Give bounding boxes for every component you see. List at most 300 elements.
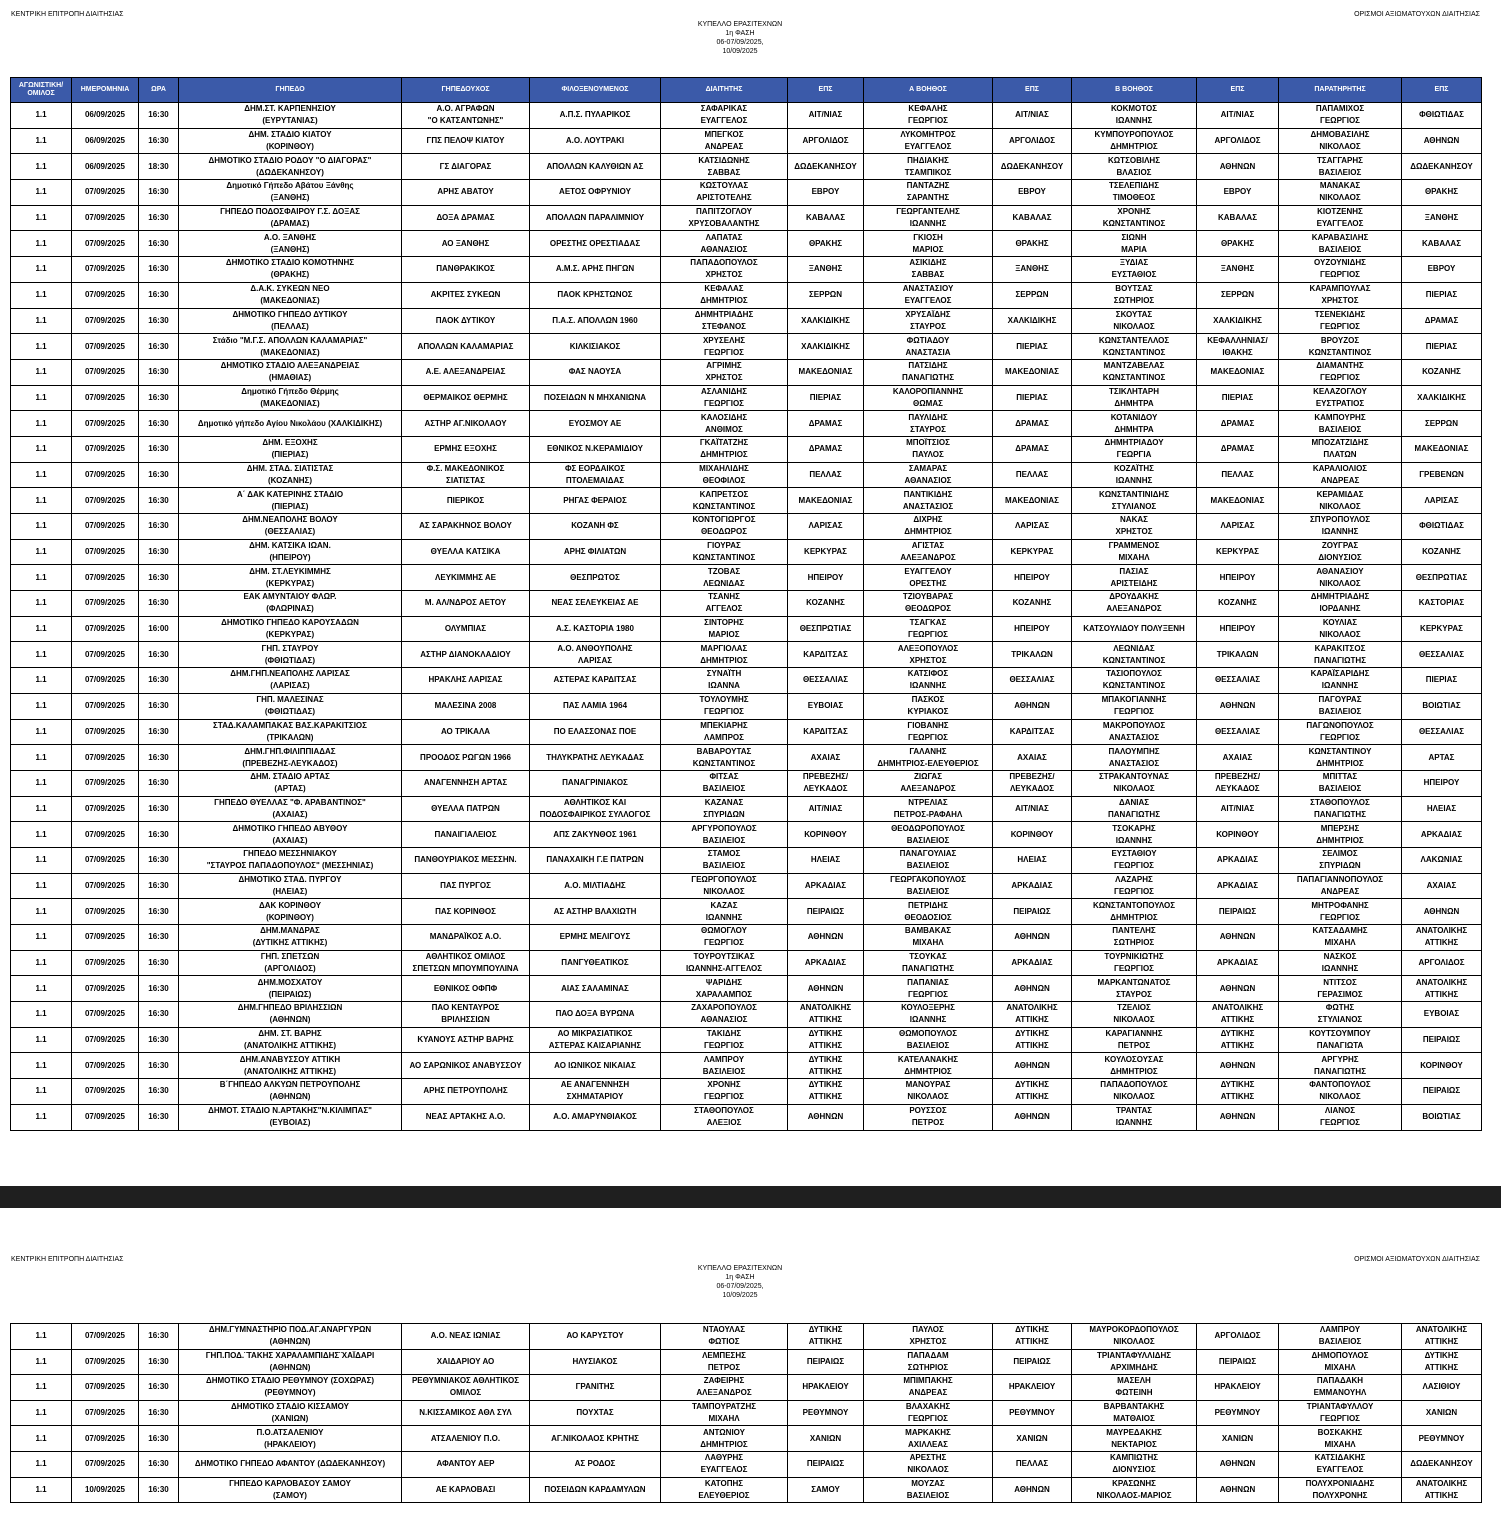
cell-line: ΛΕΩΝΙΔΑΣ <box>1113 643 1155 653</box>
cell-away-team <box>530 1053 661 1079</box>
cell-referee-union <box>788 770 864 796</box>
cell-line: ΛΑΚΩΝΙΑΣ <box>1420 855 1463 865</box>
cell-line: ΕΥΑΓΓΕΛΟΣ <box>1316 1465 1364 1475</box>
table-row <box>11 103 1482 129</box>
cell-away-team <box>530 1400 661 1426</box>
cell-line: 16:30 <box>148 444 169 454</box>
cell-line: ΑΡΧΙΜΗΔΗΣ <box>1110 1362 1158 1372</box>
cell-line: ΠΑΠΑΜΙΧΟΣ <box>1315 104 1365 114</box>
cell-assistant-2 <box>1072 950 1197 976</box>
cell-round <box>11 822 72 848</box>
cell-line: ΜΑΥΡΕΔΑΚΗΣ <box>1106 1427 1162 1437</box>
cell-line: ΠΑΥΛΙΔΗΣ <box>908 412 948 422</box>
cell-referee <box>661 1104 788 1130</box>
cell-line: ΑΡΚΑΔΙΑΣ <box>1011 880 1053 890</box>
cell-line: ΗΠΕΙΡΟΥ <box>1219 572 1256 582</box>
cell-home-team <box>402 719 530 745</box>
cell-line: ΤΟΥΛΟΥΜΗΣ <box>699 695 749 705</box>
cell-line: 16:30 <box>148 392 169 402</box>
cell-line: ΧΡΥΣΕΛΗΣ <box>702 335 746 345</box>
table-row <box>11 257 1482 283</box>
cell-line: ΑΙΤ/ΝΙΑΣ <box>808 803 843 813</box>
cell-line: ΝΤΑΟΥΛΑΣ <box>702 1325 746 1335</box>
cell-referee <box>661 1400 788 1426</box>
cell-assistant-2 <box>1072 925 1197 951</box>
cell-line: (ΞΑΝΘΗΣ) <box>270 193 310 203</box>
cell-date <box>72 103 139 129</box>
cell-line: ΓΕΩΡΓΙΑ <box>1116 450 1152 460</box>
cell-line: ΣΙΑΤΙΣΤΑΣ <box>446 475 485 485</box>
cell-assistant-2-union <box>1197 514 1279 540</box>
cell-line: ΑΝΘΙΜΟΣ <box>705 424 743 434</box>
cell-away-team <box>530 899 661 925</box>
cell-line: ΠΑΠΙΤΖΟΓΛΟΥ <box>696 207 752 217</box>
cell-line: ΡΕΘΥΜΝΙΑΚΟΣ ΑΘΛΗΤΙΚΟΣ <box>411 1376 520 1386</box>
cell-line: ΔΗΜ. ΚΑΤΣΙΚΑ ΙΩΑΝ. <box>249 541 331 551</box>
cell-line: ΛΑΡΙΣΑΣ <box>577 655 613 665</box>
cell-assistant-1-union <box>993 231 1072 257</box>
cell-line: 16:30 <box>148 1112 169 1122</box>
cell-line: ΚΩΝΣΤΑΝΤΙΝΟΥ <box>1308 746 1372 756</box>
cell-line: ΔΗΜΗΤΡΙΟΣ <box>1110 1066 1158 1076</box>
cell-line: ΑΘΗΝΩΝ <box>1219 161 1256 171</box>
cell-line: ΔΗΜΟΤΙΚΟ ΓΗΠΕΔΟ ΔΥΤΙΚΟΥ <box>232 309 348 319</box>
column-header-line: ΠΑΡΑΤΗΡΗΤΗΣ <box>1314 86 1366 93</box>
cell-time <box>139 1426 179 1452</box>
table-row <box>11 822 1482 848</box>
cell-assistant-2 <box>1072 1400 1197 1426</box>
cell-away-team <box>530 1324 661 1350</box>
cell-line: ΜΑΡΙΟΣ <box>912 244 944 254</box>
cell-home-team <box>402 1002 530 1028</box>
cell-line: ΒΛΑΧΑΚΗΣ <box>905 1402 951 1412</box>
cell-line: ΛΑΠΑΤΑΣ <box>705 232 743 242</box>
cell-away-team <box>530 770 661 796</box>
cell-observer <box>1279 1104 1402 1130</box>
cell-line: Α.Ο. ΛΟΥΤΡΑΚΙ <box>565 136 625 146</box>
table-row <box>11 976 1482 1002</box>
column-header-time <box>139 78 179 103</box>
cell-home-team <box>402 899 530 925</box>
cell-line: ΘΕΣΣΑΛΙΑΣ <box>1418 649 1465 659</box>
cell-line: 1.1 <box>35 649 47 659</box>
cell-round <box>11 847 72 873</box>
cell-venue <box>179 205 402 231</box>
cell-away-team <box>530 642 661 668</box>
cell-assistant-1 <box>864 1400 993 1426</box>
cell-assistant-1-union <box>993 1426 1072 1452</box>
cell-date <box>72 1053 139 1079</box>
cell-line: ΑΟ ΙΩΝΙΚΟΣ ΝΙΚΑΙΑΣ <box>554 1060 636 1070</box>
cell-line: 07/09/2025 <box>84 547 126 557</box>
cell-line: ΔΗΜΗΤΡΙΑΔΟΥ <box>1104 438 1164 448</box>
cell-away-team <box>530 668 661 694</box>
cell-line: ΘΥΕΛΛΑ ΚΑΤΣΙΚΑ <box>430 547 501 557</box>
cell-line: 1.1 <box>35 1060 47 1070</box>
cell-line: ΜΑΝΤΖΑΒΕΛΑΣ <box>1103 361 1165 371</box>
cell-date <box>72 745 139 771</box>
cell-line: ΠΟΣΕΙΔΩΝ ΚΑΡΔΑΜΥΛΩΝ <box>544 1484 646 1494</box>
cell-assistant-1 <box>864 847 993 873</box>
cell-time <box>139 1477 179 1503</box>
cell-assistant-2-union <box>1197 1451 1279 1477</box>
cell-line: ΤΣΕΛΕΠΙΔΗΣ <box>1108 181 1160 191</box>
cell-line: (ΑΘΗΝΩΝ) <box>269 1362 311 1372</box>
cell-line: ΠΑΠΑΔΟΠΟΥΛΟΣ <box>1100 1080 1168 1090</box>
cell-assistant-2-union <box>1197 847 1279 873</box>
cell-referee <box>661 668 788 694</box>
cell-observer <box>1279 950 1402 976</box>
cell-line: 16:30 <box>148 1060 169 1070</box>
cell-line: ΓΕΩΡΓΙΟΣ <box>1114 886 1154 896</box>
cell-line: ΠΕΤΡΟΣ <box>911 1118 945 1128</box>
cell-line: ΑΣΤΕΡΑΣ ΚΑΡΔΙΤΣΑΣ <box>553 675 637 685</box>
cell-line: ΝΙΚΟΛΑΟΣ <box>907 1465 949 1475</box>
cell-time <box>139 1053 179 1079</box>
cell-away-team <box>530 539 661 565</box>
cell-line: ΠΑΣ ΠΥΡΓΟΣ <box>440 880 491 890</box>
cell-line: ΘΡΑΚΗΣ <box>1220 238 1255 248</box>
cell-round <box>11 873 72 899</box>
cell-line: 16:30 <box>148 315 169 325</box>
cell-time <box>139 1002 179 1028</box>
cell-line: ΔΡΑΜΑΣ <box>1220 418 1255 428</box>
cell-assistant-2-union <box>1197 334 1279 360</box>
cell-assistant-2-union <box>1197 745 1279 771</box>
cell-line: 16:30 <box>148 649 169 659</box>
cell-round <box>11 770 72 796</box>
cell-line: ΑΘΛΗΤΙΚΟΣ ΟΜΙΛΟΣ <box>425 952 506 962</box>
cell-assistant-1 <box>864 591 993 617</box>
cell-venue <box>179 668 402 694</box>
cell-home-team <box>402 180 530 206</box>
cell-referee-union <box>788 1104 864 1130</box>
cell-observer-union <box>1402 436 1482 462</box>
cell-observer-union <box>1402 103 1482 129</box>
cell-venue <box>179 154 402 180</box>
cell-line: ΓΕΩΡΓΙΟΣ <box>704 1041 744 1051</box>
cell-line: 07/09/2025 <box>84 495 126 505</box>
cell-away-team <box>530 488 661 514</box>
cell-date <box>72 462 139 488</box>
cell-line: Α.Ο. ΑΝΘΟΥΠΟΛΗΣ <box>557 643 633 653</box>
cell-line: ΣΙΝΤΟΡΗΣ <box>704 618 744 628</box>
cell-line: (ΑΧΑΙΑΣ) <box>272 835 308 845</box>
cell-line: ΑΘΑΝΑΣΙΟΣ <box>700 244 748 254</box>
cell-round <box>11 180 72 206</box>
cell-assistant-2 <box>1072 770 1197 796</box>
column-header-away-team <box>530 78 661 103</box>
cell-observer-union <box>1402 668 1482 694</box>
table-row <box>11 745 1482 771</box>
cell-line: ΑΘΗΝΩΝ <box>1423 136 1460 146</box>
cell-line: 16:30 <box>148 469 169 479</box>
cell-assistant-1 <box>864 205 993 231</box>
cell-date <box>72 1104 139 1130</box>
cell-line: ΘΩΜΟΠΟΥΛΟΣ <box>898 1029 958 1039</box>
cell-round <box>11 668 72 694</box>
cell-line: ΙΩΑΝΝΗΣ <box>1321 681 1359 691</box>
cell-line: ΔΗΜΗΤΡΙΟΣ <box>700 655 748 665</box>
header-right-text: ΟΡΙΣΜΟΙ ΑΞΙΩΜΑΤΟΥΧΩΝ ΔΙΑΙΤΗΣΙΑΣ <box>1354 11 1480 18</box>
cell-line: (ΚΟΡΙΝΘΟΥ) <box>266 142 314 152</box>
cell-line: 1.1 <box>35 136 47 146</box>
cell-date <box>72 1400 139 1426</box>
cell-time <box>139 950 179 976</box>
cell-line: (ΑΘΗΝΩΝ) <box>269 1015 311 1025</box>
cell-line: ΚΑΜΠΟΥΡΗΣ <box>1314 412 1366 422</box>
cell-assistant-1-union <box>993 873 1072 899</box>
cell-line: ΚΑΒΑΛΑΣ <box>1217 213 1258 223</box>
cell-venue <box>179 334 402 360</box>
cell-line: 1.1 <box>35 983 47 993</box>
column-header-home-team <box>402 78 530 103</box>
cell-line: ΝΙΚΟΛΑΟΣ-ΜΑΡΙΟΣ <box>1096 1490 1172 1500</box>
cell-time <box>139 128 179 154</box>
cell-line: (ΞΑΝΘΗΣ) <box>270 244 310 254</box>
cell-line: ΑΘΗΝΩΝ <box>1014 701 1050 711</box>
cell-line: ΒΑΣΙΛΕΙΟΣ <box>906 1041 950 1051</box>
cell-line: ΔΥΤΙΚΗΣ <box>1015 1325 1049 1335</box>
cell-line: ΟΜΙΛΟΣ <box>449 1388 482 1398</box>
cell-line: ΑΘΗΝΩΝ <box>807 983 844 993</box>
cell-line: ΠΑΝΑΙΓΙΑΛΕΙΟΣ <box>434 829 497 839</box>
cell-referee <box>661 359 788 385</box>
cell-line: ΔΗΜΟΤΙΚΟ ΣΤΑΔΙΟ ΚΙΣΣΑΜΟΥ <box>230 1402 350 1412</box>
cell-line: 07/09/2025 <box>84 418 126 428</box>
cell-line: ΑΙΤ/ΝΙΑΣ <box>1015 110 1049 120</box>
cell-away-team <box>530 231 661 257</box>
cell-date <box>72 565 139 591</box>
cell-away-team <box>530 411 661 437</box>
cell-line: ΙΩΑΝΝΗΣ <box>1321 527 1359 537</box>
cell-line: ΕΥΒΟΙΑΣ <box>1423 1009 1460 1019</box>
cell-home-team <box>402 514 530 540</box>
cell-assistant-2-union <box>1197 359 1279 385</box>
cell-observer <box>1279 103 1402 129</box>
cell-away-team <box>530 1375 661 1401</box>
cell-time <box>139 745 179 771</box>
cell-assistant-1-union <box>993 642 1072 668</box>
cell-line: ΒΡΟΥΖΟΣ <box>1320 335 1360 345</box>
cell-observer-union <box>1402 745 1482 771</box>
cell-assistant-1 <box>864 231 993 257</box>
cell-line: ΑΡΓΟΛΙΔΟΣ <box>1214 136 1261 146</box>
cell-assistant-1 <box>864 1426 993 1452</box>
cell-line: ΙΘΑΚΗΣ <box>1222 347 1253 357</box>
cell-line: ΑΟ ΚΑΡΥΣΤΟΥ <box>566 1331 624 1341</box>
cell-observer <box>1279 745 1402 771</box>
cell-line: 1.1 <box>35 1433 47 1443</box>
cell-line: ΠΟ ΕΛΑΣΣΟΝΑΣ ΠΟΕ <box>553 726 637 736</box>
cell-line: ΠΑΠΑΓΙΑΝΝΟΠΟΥΛΟΣ <box>1296 874 1384 884</box>
cell-venue <box>179 642 402 668</box>
cell-time <box>139 103 179 129</box>
cell-line: ΣΤΥΛΙΑΝΟΣ <box>1317 1015 1363 1025</box>
cell-line: 07/09/2025 <box>84 1086 126 1096</box>
cell-line: ΜΑΡΚΑΚΗΣ <box>905 1427 951 1437</box>
cell-line: 16:30 <box>148 752 169 762</box>
cell-line: 07/09/2025 <box>84 880 126 890</box>
cell-line: ΚΕΦΑΛΛΗΝΙΑΣ/ <box>1207 335 1268 345</box>
cell-line: ΔΗΜΗΤΡΙΑΔΗΣ <box>694 309 754 319</box>
cell-line: ΘΩΜΑΣ <box>913 398 943 408</box>
cell-line: ΣΑΜΑΡΑΣ <box>908 463 948 473</box>
cell-home-team <box>402 385 530 411</box>
cell-line: 16:30 <box>148 341 169 351</box>
cell-line: ΠΑΝΑΓΙΩΤΗΣ <box>1313 655 1367 665</box>
cell-observer <box>1279 1027 1402 1053</box>
cell-round <box>11 1451 72 1477</box>
cell-date <box>72 411 139 437</box>
cell-line: ΠΟΣΕΙΔΩΝ Ν ΜΗΧΑΝΙΩΝΑ <box>543 392 647 402</box>
cell-referee-union <box>788 1451 864 1477</box>
cell-line: ΑΡΕΣΤΗΣ <box>909 1453 947 1463</box>
cell-line: ΒΟΣΚΑΚΗΣ <box>1317 1427 1363 1437</box>
cell-line: ΠΟΥΧΤΑΣ <box>576 1408 614 1418</box>
cell-home-team <box>402 282 530 308</box>
cell-venue <box>179 1324 402 1350</box>
cell-away-team <box>530 1104 661 1130</box>
cell-line: ΠΕΛΛΑΣ <box>1015 1459 1049 1469</box>
cell-assistant-2-union <box>1197 668 1279 694</box>
cell-observer <box>1279 1477 1402 1503</box>
cell-time <box>139 154 179 180</box>
cell-line: ΑΝΑΤΟΛΙΚΗΣ <box>1415 977 1468 987</box>
cell-assistant-1 <box>864 154 993 180</box>
cell-line: ΚΥΑΝΟΥΣ ΑΣΤΗΡ ΒΑΡΗΣ <box>417 1035 514 1045</box>
cell-line: ΚΟΖΑΝΗΣ <box>1012 598 1052 608</box>
cell-line: ΤΡΙΑΝΤΑΦΥΛΛΟΥ <box>1306 1402 1374 1412</box>
cell-assistant-2-union <box>1197 462 1279 488</box>
cell-line: 16:30 <box>148 572 169 582</box>
cell-observer <box>1279 1324 1402 1350</box>
cell-line: ΑΘΗΝΩΝ <box>807 1112 844 1122</box>
cell-line: 07/09/2025 <box>84 1009 126 1019</box>
cell-line: ΚΑΡΑΓΙΑΝΝΗΣ <box>1105 1029 1163 1039</box>
cell-referee <box>661 103 788 129</box>
cell-line: ΑΘΗΝΩΝ <box>1423 906 1460 916</box>
cell-line: ΑΕ ΚΑΡΛΟΒΑΣΙ <box>435 1484 496 1494</box>
cell-assistant-2-union <box>1197 976 1279 1002</box>
cell-observer <box>1279 1426 1402 1452</box>
cell-round <box>11 976 72 1002</box>
cell-line: Β΄ΓΗΠΕΔΟ ΑΛΚΥΩΝ ΠΕΤΡΟΥΠΟΛΗΣ <box>219 1080 361 1090</box>
cell-line: ΑΘΗΝΩΝ <box>1219 1112 1256 1122</box>
cell-line: ΑΠΟΛΛΩΝ ΚΑΛΑΜΑΡΙΑΣ <box>417 341 514 351</box>
cell-line: ΦΙΤΣΑΣ <box>709 772 739 782</box>
cell-venue <box>179 591 402 617</box>
cell-line: ΑΤΤΙΚΗΣ <box>1015 1041 1049 1051</box>
cell-round <box>11 334 72 360</box>
cell-date <box>72 1349 139 1375</box>
cell-line: ΠΤΟΛΕΜΑΙΔΑΣ <box>565 475 625 485</box>
cell-venue <box>179 1375 402 1401</box>
cell-line: ΔΗΜΗΤΡΙΟΣ <box>700 1439 748 1449</box>
cell-referee-union <box>788 154 864 180</box>
cell-line: ΠΑΣ ΛΑΜΙΑ 1964 <box>562 701 628 711</box>
cell-observer-union <box>1402 950 1482 976</box>
cell-line: ΧΡΗΣΤΟΣ <box>1321 296 1359 306</box>
cell-time <box>139 385 179 411</box>
cell-referee <box>661 1324 788 1350</box>
cell-referee-union <box>788 796 864 822</box>
cell-date <box>72 719 139 745</box>
cell-away-team <box>530 1451 661 1477</box>
cell-line: ΔΙΟΝΥΣΙΟΣ <box>1318 553 1362 563</box>
cell-line: ΑΣΛΑΝΙΔΗΣ <box>700 386 748 396</box>
cell-line: Α.Ο. ΜΙΛΤΙΑΔΗΣ <box>564 880 626 890</box>
cell-line: ΤΣΑΜΠΙΚΟΣ <box>904 167 952 177</box>
cell-line: ΚΑΒΑΛΑΣ <box>1421 238 1462 248</box>
cell-assistant-2 <box>1072 308 1197 334</box>
column-header-line: ΓΗΠΕΔΟΥΧΟΣ <box>441 86 490 93</box>
cell-line: 1.1 <box>35 392 47 402</box>
cell-line: ΒΑΣΙΛΕΙΟΣ <box>702 835 746 845</box>
cell-line: ΤΡΙΑΝΤΑΦΥΛΛΙΔΗΣ <box>1096 1350 1172 1360</box>
cell-line: ΑΛΕΞΑΝΔΡΟΣ <box>900 553 956 563</box>
cell-line: ΦΘΙΩΤΙΔΑΣ <box>1419 110 1464 120</box>
column-header-referee-union <box>788 78 864 103</box>
cell-line: ΤΖΟΒΑΣ <box>707 566 741 576</box>
cell-line: 07/09/2025 <box>84 444 126 454</box>
cell-line: ΑΧΑΙΑΣ <box>1222 752 1253 762</box>
cell-referee-union <box>788 1477 864 1503</box>
cell-observer-union <box>1402 180 1482 206</box>
date-range-2: 10/09/2025 <box>722 48 758 55</box>
cell-line: ΚΟΖΑΪΤΗΣ <box>1114 463 1154 473</box>
cell-line: ΚΑΤΣΙΦΟΣ <box>907 669 949 679</box>
column-header-line: ΩΡΑ <box>151 86 166 93</box>
cell-line: 1.1 <box>35 161 47 171</box>
cell-line: ΠΕΙΡΑΙΩΣ <box>1013 906 1051 916</box>
cell-line: ΑΘΗΝΩΝ <box>1219 701 1256 711</box>
cell-time <box>139 565 179 591</box>
cell-line: ΤΣΟΥΚΑΣ <box>909 952 947 962</box>
cell-time <box>139 205 179 231</box>
cell-round <box>11 128 72 154</box>
cell-line: ΠΑΣΚΟΣ <box>911 695 945 705</box>
cell-assistant-2-union <box>1197 950 1279 976</box>
cell-line: ΝΙΚΟΛΑΟΣ <box>1319 630 1361 640</box>
cell-referee-union <box>788 385 864 411</box>
cell-line: ΜΑΛΕΣΙΝΑ 2008 <box>434 701 497 711</box>
cell-line: ΑΤΤΙΚΗΣ <box>808 1041 843 1051</box>
cell-date <box>72 591 139 617</box>
cell-venue <box>179 1027 402 1053</box>
cell-assistant-2-union <box>1197 231 1279 257</box>
cell-line: ΓΙΟΥΡΑΣ <box>707 541 741 551</box>
cell-line: 1.1 <box>35 778 47 788</box>
cell-line: ΑΡΚΑΔΙΑΣ <box>1420 829 1463 839</box>
cell-home-team <box>402 950 530 976</box>
cell-line: ΞΑΝΘΗΣ <box>1220 264 1255 274</box>
cell-time <box>139 231 179 257</box>
cell-line: ΜΙΧΑΗΛ <box>708 1414 740 1424</box>
cell-away-team <box>530 308 661 334</box>
cell-line: ΑΤΣΑΛΕΝΙΟΥ Π.Ο. <box>430 1433 501 1443</box>
cell-assistant-2-union <box>1197 539 1279 565</box>
cell-home-team <box>402 1400 530 1426</box>
cell-assistant-1-union <box>993 1002 1072 1028</box>
cell-line: (ΠΙΕΡΙΑΣ) <box>271 450 309 460</box>
phase-label: 1η ΦΑΣΗ <box>725 30 755 37</box>
cell-line: ΧΑΛΚΙΔΙΚΗΣ <box>801 341 850 351</box>
cell-referee-union <box>788 976 864 1002</box>
cell-line: ΙΩΑΝΝΗΣ <box>1321 964 1359 974</box>
cell-away-team <box>530 873 661 899</box>
cell-line: ΚΟΡΙΝΘΟΥ <box>1010 829 1054 839</box>
